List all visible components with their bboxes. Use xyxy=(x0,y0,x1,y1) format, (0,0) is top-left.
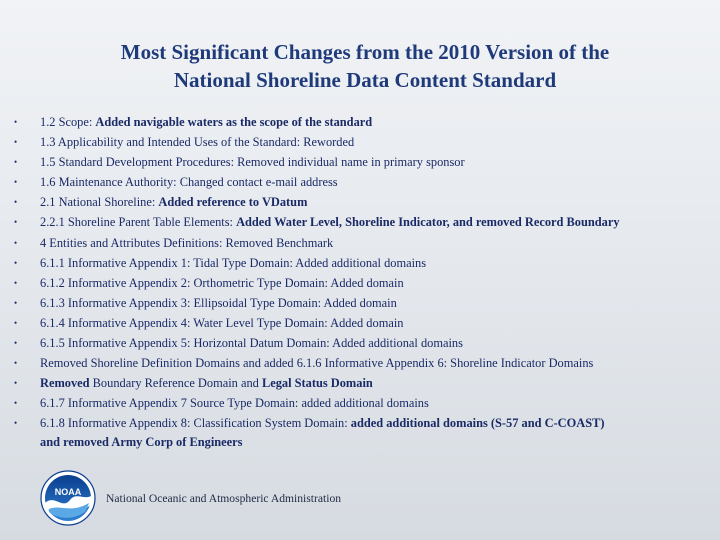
list-item: • 6.1.4 Informative Appendix 4: Water Level Type Domain: Added domain xyxy=(14,313,714,333)
bullet-icon: • xyxy=(14,257,18,268)
list-item: • Removed Shoreline Definition Domains and added 6.1.6 Informative Appendix 6: Shoreline Indicator Domains xyxy=(14,353,714,373)
list-item: • 1.6 Maintenance Authority: Changed contact e-mail address xyxy=(14,172,714,192)
changes-list xyxy=(14,112,714,450)
bullet-icon: • xyxy=(14,338,18,349)
bullet-icon: • xyxy=(14,418,18,429)
slide-title-line-2: National Shoreline Data Content Standard xyxy=(173,68,557,92)
list-item: • 6.1.3 Informative Appendix 3: Ellipsoidal Type Domain: Added domain xyxy=(14,293,714,313)
list-item: • 1.5 Standard Development Procedures: Removed individual name in primary sponsor xyxy=(14,152,714,172)
list-item: • 2.2.1 Shoreline Parent Table Elements: Added Water Level, Shoreline Indicator, and removed Record Boundary xyxy=(14,212,714,232)
list-item: • 6.1.2 Informative Appendix 2: Orthometric Type Domain: Added domain xyxy=(14,273,714,293)
footer xyxy=(40,470,341,526)
bullet-icon: • xyxy=(14,217,18,228)
organization-name: National Oceanic and Atmospheric Administration xyxy=(106,491,342,505)
bullet-icon: • xyxy=(14,117,18,127)
list-item: • 1.2 Scope: Added navigable waters as the scope of the standard xyxy=(14,112,714,132)
noaa-logo-icon xyxy=(40,470,96,526)
bullet-icon: • xyxy=(14,398,18,409)
list-item: • Removed Boundary Reference Domain and Legal Status Domain xyxy=(14,373,714,393)
slide-title-line-1: Most Significant Changes from the 2010 Version of the xyxy=(120,40,610,64)
bullet-icon: • xyxy=(14,177,18,188)
list-item: • 2.1 National Shoreline: Added reference to VDatum xyxy=(14,192,714,212)
list-item: • 6.1.1 Informative Appendix 1: Tidal Type Domain: Added additional domains xyxy=(14,253,714,273)
logo-text: NOAA xyxy=(54,487,82,497)
list-item: • 6.1.8 Informative Appendix 8: Classification System Domain: added additional domains (S-57 and C-COAST) and removed Army Corp of Engineers xyxy=(14,413,714,449)
bullet-icon: • xyxy=(14,317,18,328)
bullet-icon: • xyxy=(14,237,18,248)
bullet-icon: • xyxy=(14,157,18,168)
slide-title xyxy=(40,38,690,94)
bullet-icon: • xyxy=(14,197,18,208)
bullet-icon: • xyxy=(14,137,18,148)
list-item: • 6.1.5 Informative Appendix 5: Horizontal Datum Domain: Added additional domains xyxy=(14,333,714,353)
bullet-icon: • xyxy=(14,358,18,369)
bullet-icon: • xyxy=(14,297,18,308)
bullet-icon: • xyxy=(14,277,18,288)
list-item: • 1.3 Applicability and Intended Uses of the Standard: Reworded xyxy=(14,132,714,152)
list-item: • 4 Entities and Attributes Definitions: Removed Benchmark xyxy=(14,233,714,253)
list-item: • 6.1.7 Informative Appendix 7 Source Type Domain: added additional domains xyxy=(14,393,714,413)
bullet-icon: • xyxy=(14,378,18,389)
